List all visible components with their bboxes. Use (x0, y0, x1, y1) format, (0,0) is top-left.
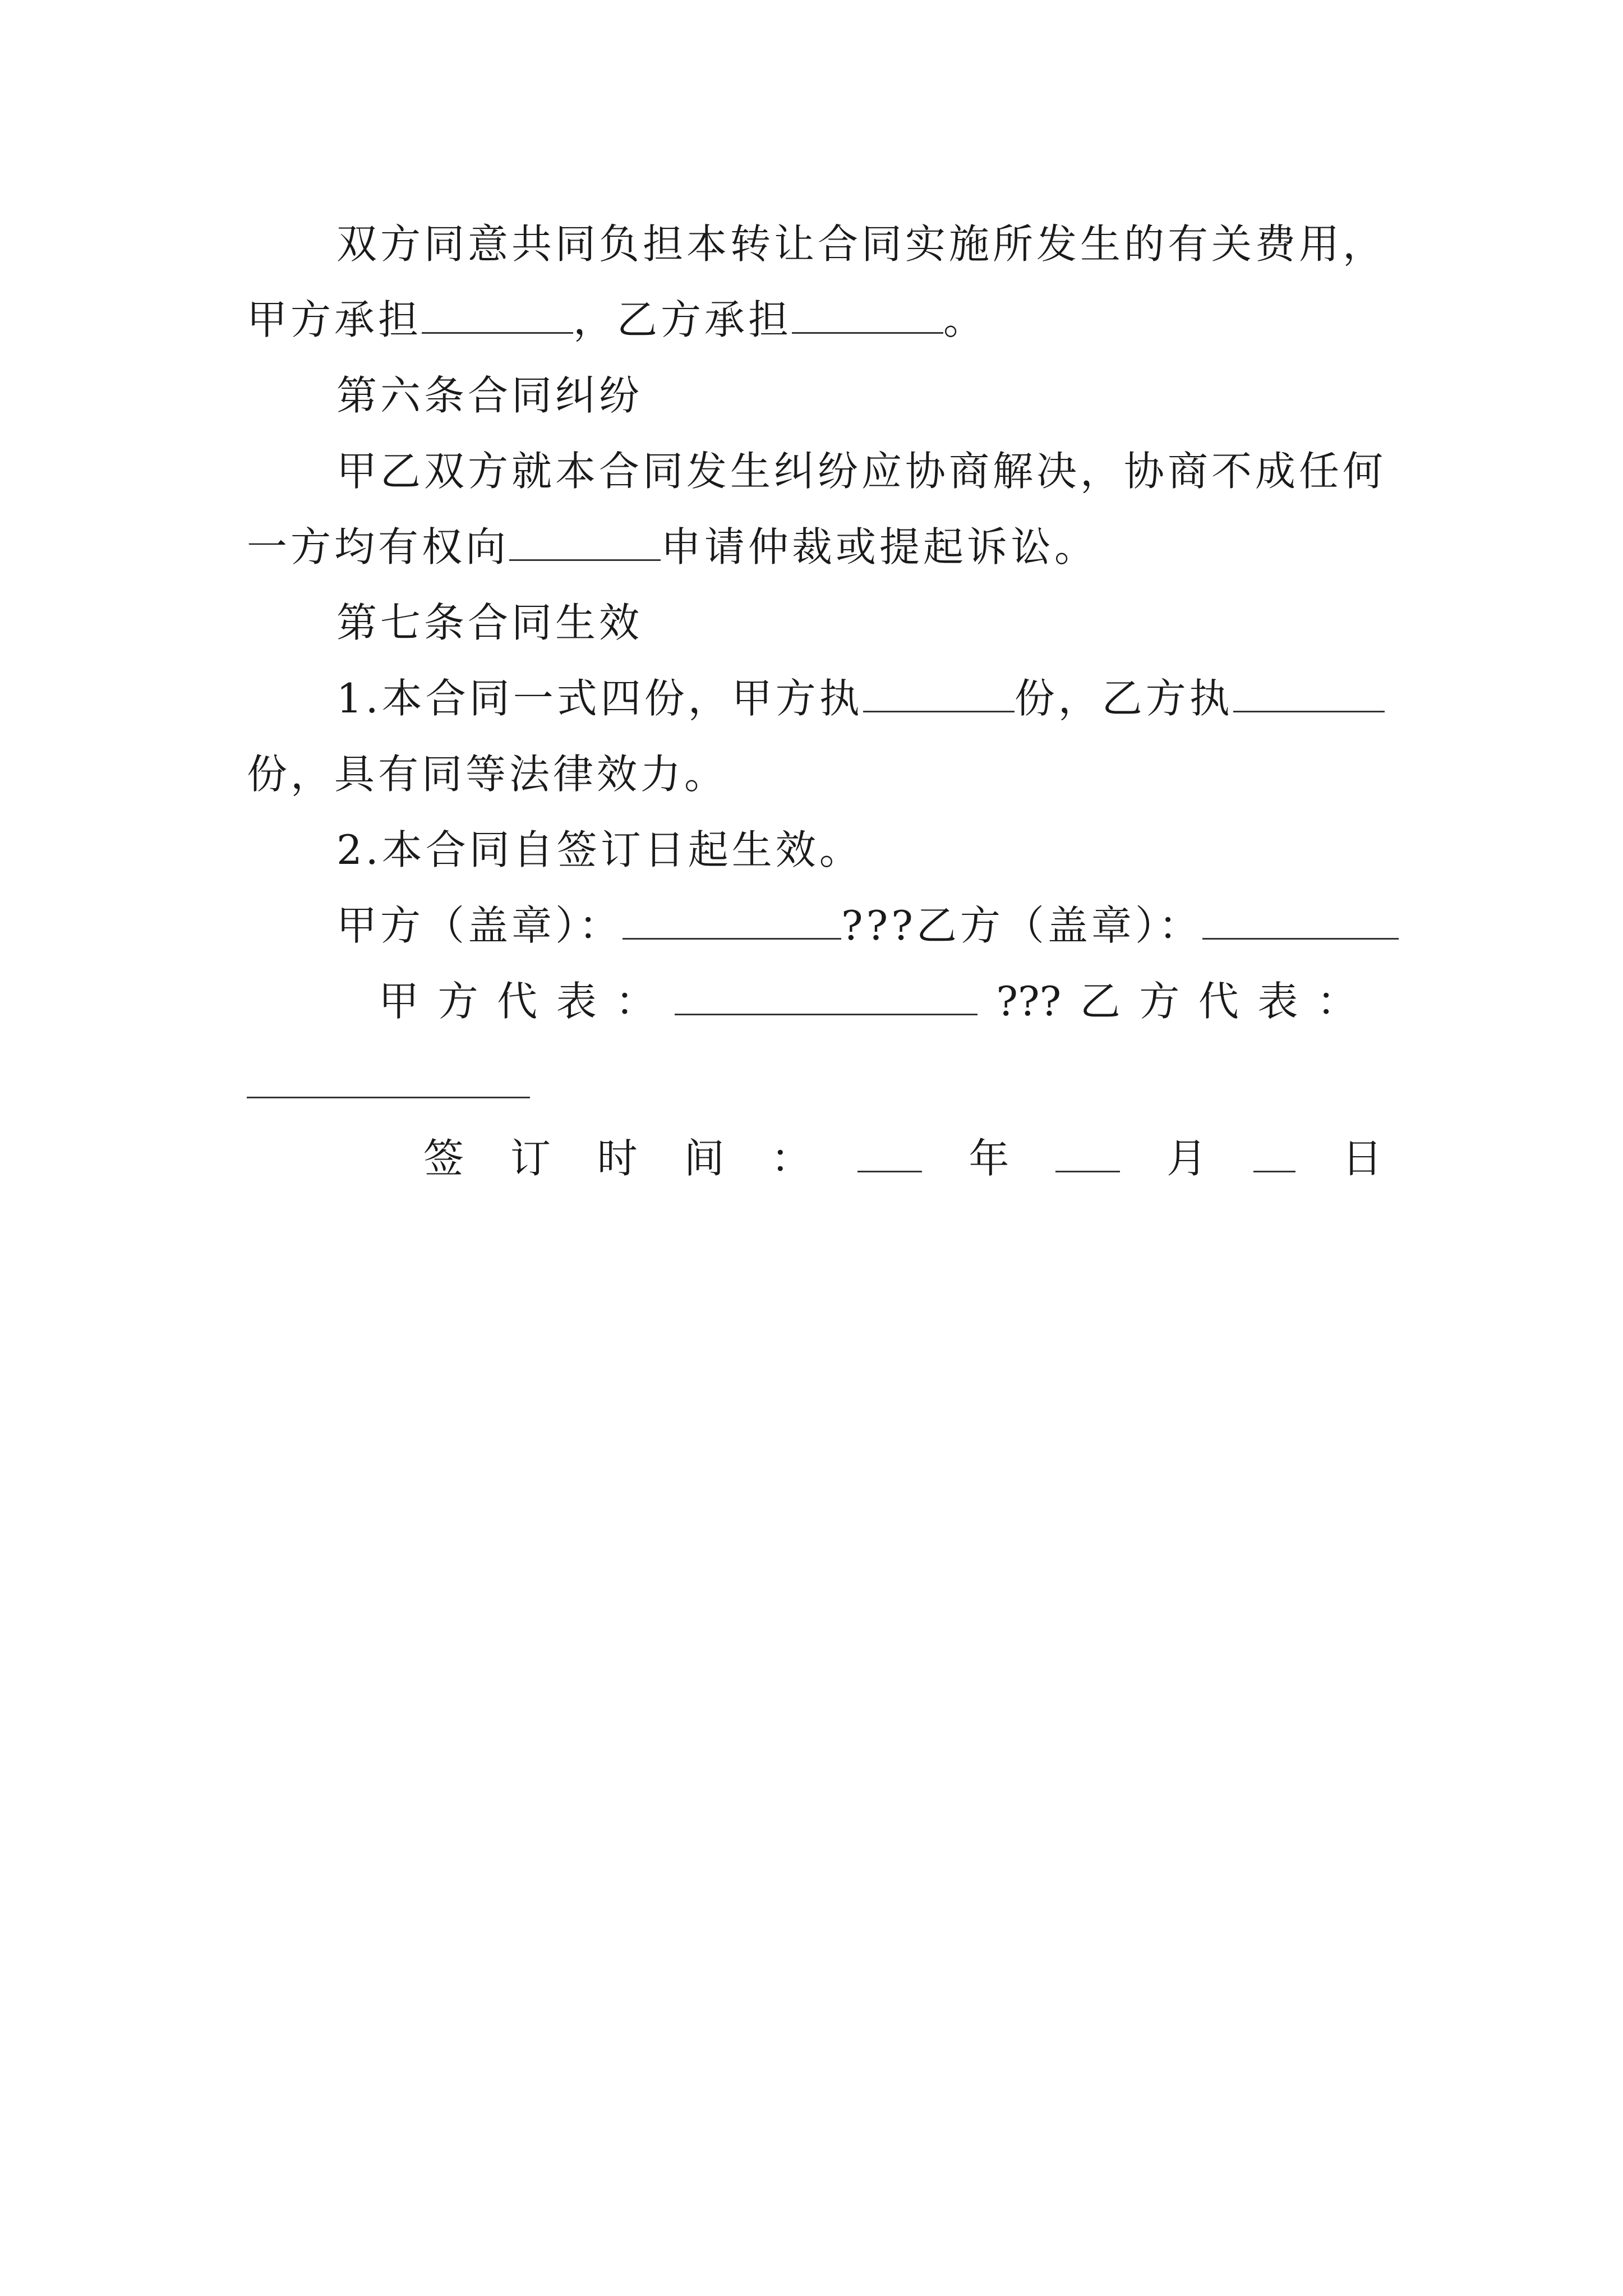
blank-party-b-copies (1233, 671, 1385, 712)
char: 代 (497, 978, 538, 1025)
text: 1.本合同一式四份，甲方执 (336, 675, 863, 722)
char: 签 (423, 1135, 464, 1182)
char: 方 (1139, 978, 1180, 1025)
char: ： (771, 1135, 811, 1182)
paragraph-dispute-line2 (247, 519, 1380, 575)
text: 2.本合同自签订日起生效。 (336, 826, 863, 873)
text: 甲方承担 (247, 296, 422, 343)
char: 表 (1257, 978, 1298, 1025)
char: ??? (996, 978, 1062, 1025)
item-1-line2 (247, 746, 1380, 802)
blank-party-a-representative (675, 974, 978, 1015)
char: 时 (597, 1135, 638, 1182)
label: 甲方（盖章）： (336, 902, 623, 949)
signature-seal-line (336, 898, 1380, 954)
blank-party-b-seal (1202, 899, 1399, 940)
item-2 (336, 822, 1380, 878)
char: 间 (684, 1135, 725, 1182)
char: 月 (1166, 1135, 1207, 1182)
article-6-title (336, 367, 1380, 424)
heading: 第六条合同纠纷 (336, 372, 643, 419)
blank-party-a-copies (863, 671, 1015, 712)
article-7-title (336, 595, 1380, 651)
text: 。 (943, 296, 988, 343)
char: 年 (969, 1135, 1009, 1182)
paragraph-dispute-line1 (336, 443, 1387, 499)
blank-month (1055, 1131, 1120, 1172)
char: 日 (1341, 1135, 1382, 1182)
blank-party-b-representative (247, 1097, 530, 1098)
blank-day (1253, 1131, 1295, 1172)
paragraph-cost-line1 (336, 216, 1387, 272)
char: 方 (437, 978, 478, 1025)
text: 份，具有同等法律效力。 (247, 751, 728, 798)
heading: 第七条合同生效 (336, 599, 643, 646)
text: ，乙方承担 (573, 296, 792, 343)
blank-arbitration-body (509, 520, 661, 561)
char: 订 (510, 1135, 551, 1182)
char: 乙 (1080, 978, 1121, 1025)
char: ： (1316, 978, 1357, 1025)
blank-party-a-seal (623, 899, 841, 940)
signature-representative-line (379, 973, 1357, 1029)
char: 代 (1198, 978, 1239, 1025)
text: 份，乙方执 (1014, 675, 1233, 722)
text: 申请仲裁或提起诉讼。 (661, 523, 1099, 570)
text: 一方均有权向 (247, 523, 510, 570)
char: 甲 (379, 978, 419, 1025)
text: 甲乙双方就本合同发生纠纷应协商解决，协商不成任何 (336, 448, 1387, 495)
blank-party-b-cost (792, 293, 943, 334)
char: 表 (556, 978, 597, 1025)
label: ???乙方（盖章）： (841, 902, 1202, 949)
paragraph-cost-line2 (247, 292, 1380, 348)
blank-party-a-cost (422, 293, 573, 334)
item-1-line1 (336, 670, 1380, 726)
char: ： (615, 978, 656, 1025)
blank-year (857, 1131, 922, 1172)
text: 双方同意共同负担本转让合同实施所发生的有关费用， (336, 220, 1387, 268)
signing-date-line (423, 1130, 1382, 1186)
